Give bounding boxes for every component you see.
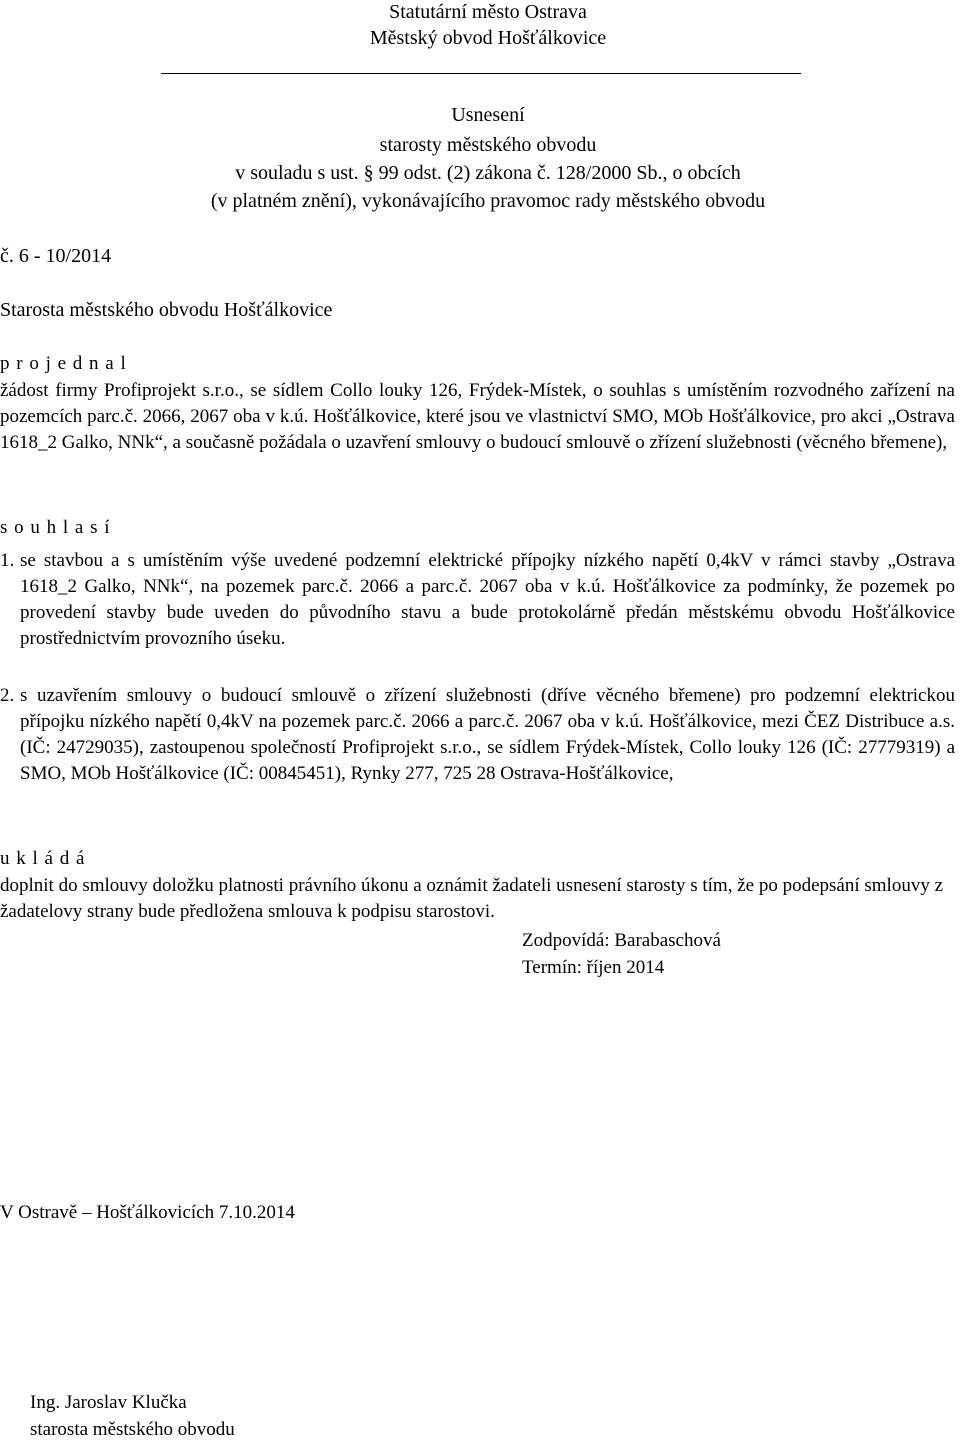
discussed-paragraph: žádost firmy Profiprojekt s.r.o., se sídlem Collo louky 126, Frýdek-Místek, o souhlas s umístěním rozvodného zařízení na pozemcích parc.č. 2066, 2067 oba v k.ú. Hošťálkovice, které jsou ve vlastnictví SMO, MOb Hošťálkovice, pro akci „Ostrava 1618_2 Galko, NNk“, a současně požádala o uzavření smlouvy o budoucí smlouvě o zřízení služebnosti (věcného břemene), bbox=[0, 380, 955, 453]
resolution-title: Usnesení bbox=[451, 104, 525, 126]
actor-heading: Starosta městského obvodu Hošťálkovice bbox=[0, 299, 333, 321]
header-divider bbox=[161, 73, 801, 74]
list-item-number: 1. bbox=[0, 550, 15, 571]
header-district: Městský obvod Hošťálkovice bbox=[369, 27, 607, 49]
verb-agrees: s o u h l a s í bbox=[0, 517, 111, 538]
instruction-paragraph: doplnit do smlouvy doložku platnosti právního úkonu a oznámit žadateli usnesení starosty s tím, že po podepsání smlouvy z žadatelovy strany bude předložena smlouva k podpisu starostovi. bbox=[0, 875, 943, 922]
responsible-person: Zodpovídá: Barabaschová bbox=[522, 930, 721, 951]
signatory-name: Ing. Jaroslav Klučka bbox=[30, 1392, 187, 1413]
list-item-text: s uzavřením smlouvy o budoucí smlouvě o zřízení služebnosti (dříve věcného břemene) pro podzemní elektrickou přípojku nízkého napětí 0,4kV na pozemek parc.č. 2066 a parc.č. 2067 oba v k.ú. Hošťálkovice, mezi ČEZ Distribuce a.s. (IČ: 24729035), zastoupenou společností Profiprojekt s.r.o., se sídlem Frýdek-Místek, Collo louky 126 (IČ: 27779319) a SMO, MOb Hošťálkovice (IČ: 00845451), Rynky 277, 725 28 Ostrava-Hošťálkovice, bbox=[20, 685, 955, 784]
resolution-legal-basis-2: (v platném znění), vykonávajícího pravomoc rady městského obvodu bbox=[210, 190, 766, 212]
resolution-legal-basis-1: v souladu s ust. § 99 odst. (2) zákona č. 128/2000 Sb., o obcích bbox=[235, 162, 741, 184]
deadline: Termín: říjen 2014 bbox=[522, 957, 665, 978]
header-city: Statutární město Ostrava bbox=[389, 1, 587, 23]
signatory-title: starosta městského obvodu bbox=[30, 1419, 235, 1440]
place-date: V Ostravě – Hošťálkovicích 7.10.2014 bbox=[0, 1202, 295, 1223]
list-item-text: se stavbou a s umístěním výše uvedené podzemní elektrické přípojky nízkého napětí 0,4kV v rámci stavby „Ostrava 1618_2 Galko, NNk“, na pozemek parc.č. 2066 a parc.č. 2067 oba v k.ú. Hošťálkovice za podmínky, že pozemek po provedení stavby bude uveden do původního stavu a bude protokolárně předán městskému obvodu Hošťálkovice prostřednictvím provozního úseku. bbox=[20, 550, 955, 649]
resolution-authority: starosty městského obvodu bbox=[379, 134, 597, 156]
list-item bbox=[0, 683, 955, 787]
list-item bbox=[0, 548, 955, 652]
list-item-number: 2. bbox=[0, 685, 15, 706]
verb-instructs: u k l á d á bbox=[0, 848, 86, 869]
resolution-number: č. 6 - 10/2014 bbox=[0, 245, 112, 267]
verb-discussed: p r o j e d n a l bbox=[0, 353, 127, 374]
